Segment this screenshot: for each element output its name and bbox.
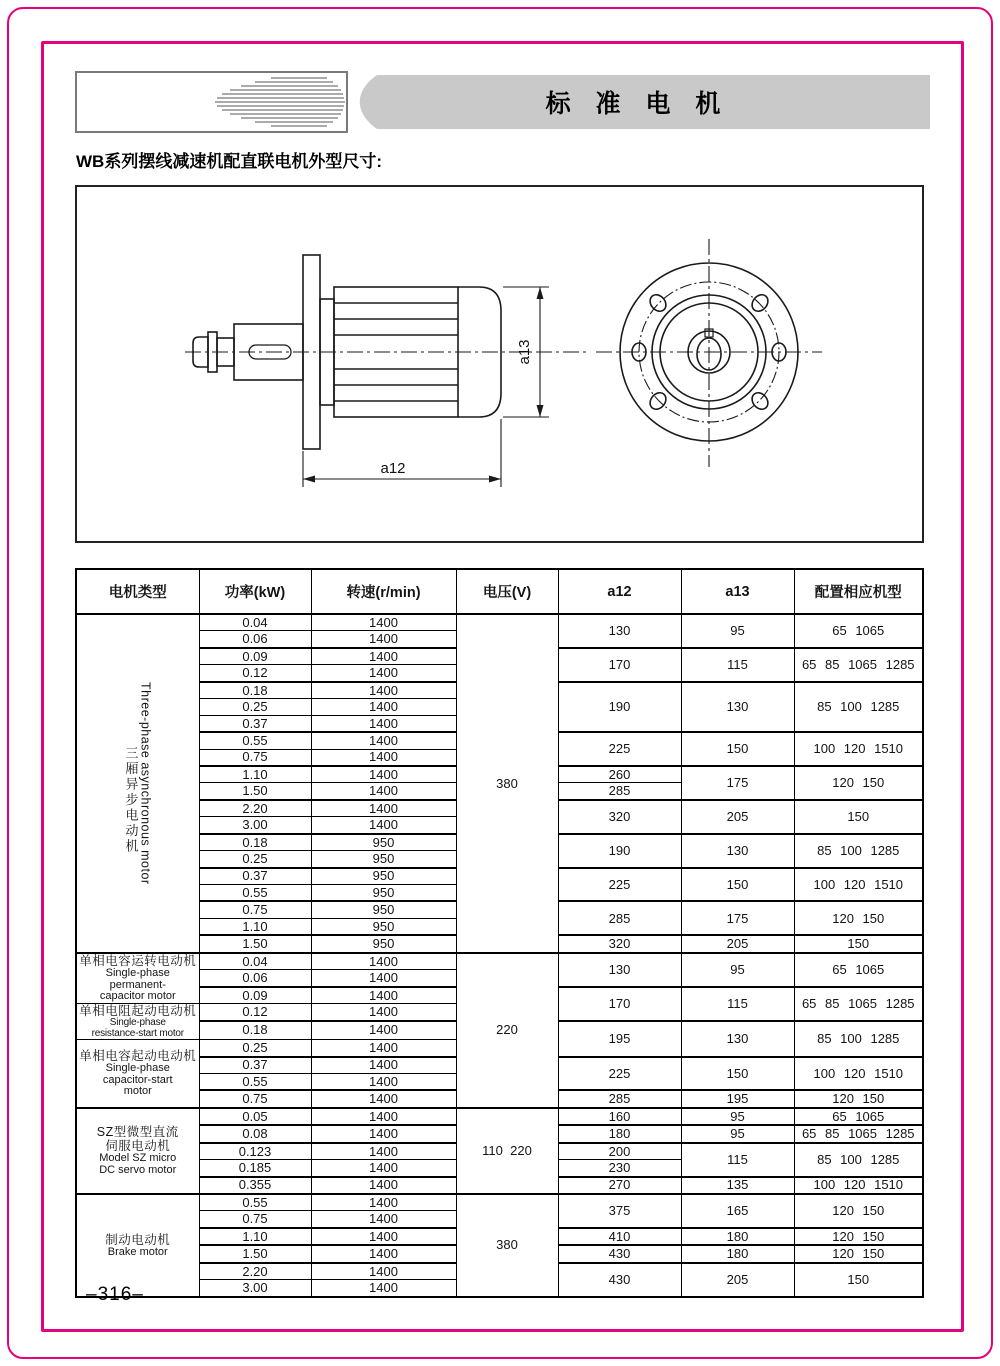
- motor-type-en: resistance-start motor: [91, 1027, 184, 1039]
- a13-cell: 180: [681, 1228, 794, 1245]
- power-cell: 3.00: [199, 1280, 311, 1297]
- motor-type-cjk: 制动电动机: [105, 1232, 171, 1247]
- speed-cell: 1400: [311, 1073, 456, 1090]
- speed-cell: 1400: [311, 614, 456, 631]
- a12-cell: 285: [558, 1090, 681, 1107]
- models-cell: 85 100 1285: [794, 1143, 923, 1177]
- speed-cell: 1400: [311, 1057, 456, 1074]
- a13-cell: 150: [681, 732, 794, 766]
- motor-drawing: [77, 187, 922, 541]
- table-row: [76, 614, 923, 631]
- power-cell: 0.55: [199, 885, 311, 902]
- power-cell: 0.75: [199, 901, 311, 918]
- a12-cell: 195: [558, 1021, 681, 1057]
- voltage-cell: 220: [456, 953, 558, 1108]
- a12-cell: 170: [558, 987, 681, 1021]
- power-cell: 1.10: [199, 1228, 311, 1245]
- a12-cell: 180: [558, 1125, 681, 1142]
- power-cell: 0.55: [199, 1194, 311, 1211]
- power-cell: 0.75: [199, 749, 311, 766]
- models-cell: 120 150: [794, 901, 923, 935]
- speed-cell: 1400: [311, 732, 456, 749]
- a13-cell: 205: [681, 800, 794, 834]
- speed-cell: 1400: [311, 1245, 456, 1262]
- a12-cell: 225: [558, 868, 681, 902]
- a13-cell: 175: [681, 901, 794, 935]
- a13-cell: 180: [681, 1245, 794, 1262]
- models-cell: 120 150: [794, 1245, 923, 1262]
- motor-type-cell: [76, 614, 199, 953]
- speed-cell: 1400: [311, 648, 456, 665]
- models-cell: 120 150: [794, 1228, 923, 1245]
- power-cell: 0.18: [199, 682, 311, 699]
- power-cell: 0.12: [199, 1004, 311, 1021]
- power-cell: 1.50: [199, 935, 311, 952]
- a13-cell: 205: [681, 935, 794, 952]
- models-cell: 100 120 1510: [794, 868, 923, 902]
- models-cell: 150: [794, 935, 923, 952]
- power-cell: 1.50: [199, 1245, 311, 1262]
- speed-cell: 1400: [311, 715, 456, 732]
- speed-cell: 1400: [311, 1263, 456, 1280]
- col-header: 电机类型: [76, 569, 199, 614]
- motor-type-en: Single-phase: [109, 1017, 166, 1029]
- models-cell: 65 1065: [794, 614, 923, 648]
- a13-cell: 165: [681, 1194, 794, 1228]
- speed-cell: 1400: [311, 1211, 456, 1228]
- power-cell: 0.185: [199, 1160, 311, 1177]
- col-header: 电压(V): [456, 569, 558, 614]
- col-header: 功率(kW): [199, 569, 311, 614]
- a12-cell: 130: [558, 614, 681, 648]
- speed-cell: 950: [311, 851, 456, 868]
- a13-cell: 95: [681, 953, 794, 987]
- speed-cell: 1400: [311, 1108, 456, 1125]
- motor-type-cjk: SZ型微型直流: [96, 1125, 179, 1140]
- power-cell: 0.08: [199, 1125, 311, 1142]
- a13-cell: 150: [681, 868, 794, 902]
- dimension-drawing-box: [75, 185, 924, 543]
- speed-cell: 1400: [311, 1004, 456, 1021]
- speed-cell: 1400: [311, 1177, 456, 1194]
- models-cell: 65 85 1065 1285: [794, 1125, 923, 1142]
- a12-cell: 225: [558, 1057, 681, 1091]
- motor-type-en: capacitor-start: [102, 1073, 173, 1086]
- motor-type-en: motor: [123, 1085, 152, 1098]
- voltage-cell: 380: [456, 614, 558, 953]
- a12-cell: 260: [558, 766, 681, 783]
- a13-cell: 115: [681, 648, 794, 682]
- speed-cell: 950: [311, 901, 456, 918]
- a12-cell: 285: [558, 783, 681, 800]
- speed-cell: 1400: [311, 699, 456, 715]
- speed-cell: 1400: [311, 1090, 456, 1107]
- motor-type-cell: [76, 1194, 199, 1297]
- speed-cell: 1400: [311, 631, 456, 648]
- power-cell: 0.75: [199, 1090, 311, 1107]
- power-cell: 0.25: [199, 699, 311, 715]
- power-cell: 0.04: [199, 614, 311, 631]
- speed-cell: 1400: [311, 665, 456, 682]
- motor-type-en: Single-phase: [105, 967, 170, 980]
- power-cell: 1.10: [199, 766, 311, 783]
- motor-type-en: Three-phase asynchronous motor: [138, 682, 153, 885]
- a12-cell: 160: [558, 1108, 681, 1125]
- power-cell: 0.55: [199, 732, 311, 749]
- col-header: 转速(r/min): [311, 569, 456, 614]
- models-cell: 150: [794, 1263, 923, 1297]
- power-cell: 0.25: [199, 1040, 311, 1057]
- models-cell: 65 1065: [794, 1108, 923, 1125]
- a13-cell: 130: [681, 682, 794, 732]
- col-header: 配置相应机型: [794, 569, 923, 614]
- speed-cell: 950: [311, 868, 456, 885]
- speed-cell: 1400: [311, 1125, 456, 1142]
- a13-cell: 175: [681, 766, 794, 800]
- col-header: a13: [681, 569, 794, 614]
- power-cell: 3.00: [199, 817, 311, 834]
- power-cell: 0.37: [199, 1057, 311, 1074]
- voltage-cell: 110 220: [456, 1108, 558, 1194]
- a12-cell: 200: [558, 1143, 681, 1160]
- dim-a13-label: a13: [516, 339, 533, 365]
- models-cell: 85 100 1285: [794, 834, 923, 868]
- a13-cell: 130: [681, 1021, 794, 1057]
- col-header: a12: [558, 569, 681, 614]
- a12-cell: 320: [558, 935, 681, 952]
- speed-cell: 1400: [311, 1228, 456, 1245]
- a13-cell: 95: [681, 1125, 794, 1142]
- power-cell: 0.09: [199, 648, 311, 665]
- a13-cell: 195: [681, 1090, 794, 1107]
- a12-cell: 225: [558, 732, 681, 766]
- page-number: –316–: [86, 1284, 144, 1305]
- a12-cell: 230: [558, 1160, 681, 1177]
- speed-cell: 1400: [311, 1160, 456, 1177]
- motor-side-view: [185, 255, 587, 487]
- a12-cell: 375: [558, 1194, 681, 1228]
- speed-cell: 1400: [311, 817, 456, 834]
- a13-cell: 95: [681, 1108, 794, 1125]
- power-cell: 1.50: [199, 783, 311, 800]
- a12-cell: 410: [558, 1228, 681, 1245]
- motor-type-en: Single-phase: [105, 1062, 170, 1075]
- speed-cell: 1400: [311, 953, 456, 970]
- power-cell: 0.123: [199, 1143, 311, 1160]
- motor-type-cjk: 单相电容运转电动机: [79, 954, 197, 969]
- power-cell: 0.04: [199, 953, 311, 970]
- a12-cell: 430: [558, 1245, 681, 1262]
- motor-type-cell: [76, 953, 199, 1004]
- a12-cell: 130: [558, 953, 681, 987]
- power-cell: 0.12: [199, 665, 311, 682]
- speed-cell: 1400: [311, 766, 456, 783]
- table-row: [76, 1108, 923, 1125]
- a13-cell: 115: [681, 987, 794, 1021]
- power-cell: 0.06: [199, 970, 311, 987]
- table-header-row: [76, 569, 923, 614]
- speed-cell: 1400: [311, 1143, 456, 1160]
- speed-cell: 1400: [311, 749, 456, 766]
- motor-type-en: capacitor motor: [99, 990, 176, 1003]
- a12-cell: 320: [558, 800, 681, 834]
- models-cell: 65 1065: [794, 953, 923, 987]
- models-cell: 100 120 1510: [794, 732, 923, 766]
- speed-cell: 1400: [311, 970, 456, 987]
- motor-type-vertical: [77, 615, 199, 952]
- a12-cell: 430: [558, 1263, 681, 1297]
- power-cell: 0.55: [199, 1073, 311, 1090]
- motor-type-cell: [76, 1004, 199, 1040]
- motor-type-en: permanent-: [109, 978, 166, 991]
- a13-cell: 130: [681, 834, 794, 868]
- models-cell: 150: [794, 800, 923, 834]
- page-title: 标 准 电 机: [545, 90, 730, 118]
- motor-type-en: Brake motor: [107, 1245, 168, 1258]
- power-cell: 0.09: [199, 987, 311, 1004]
- section-subtitle: WB系列摆线减速机配直联电机外型尺寸:: [76, 152, 382, 171]
- speed-cell: 1400: [311, 1040, 456, 1057]
- speed-cell: 950: [311, 885, 456, 902]
- speed-cell: 1400: [311, 987, 456, 1004]
- power-cell: 0.18: [199, 1021, 311, 1040]
- models-cell: 120 150: [794, 1090, 923, 1107]
- power-cell: 0.05: [199, 1108, 311, 1125]
- speed-cell: 1400: [311, 1021, 456, 1040]
- power-cell: 0.37: [199, 715, 311, 732]
- models-cell: 100 120 1510: [794, 1057, 923, 1091]
- a12-cell: 170: [558, 648, 681, 682]
- models-cell: 65 85 1065 1285: [794, 987, 923, 1021]
- table-row: [76, 953, 923, 970]
- voltage-cell: 380: [456, 1194, 558, 1297]
- motor-type-en: DC servo motor: [99, 1163, 177, 1176]
- motor-type-cjk: 单相电阻起动电动机: [79, 1004, 197, 1019]
- a13-cell: 150: [681, 1057, 794, 1091]
- motor-type-cjk: 伺服电动机: [105, 1139, 171, 1154]
- power-cell: 0.355: [199, 1177, 311, 1194]
- a13-cell: 205: [681, 1263, 794, 1297]
- a12-cell: 285: [558, 901, 681, 935]
- power-cell: 2.20: [199, 800, 311, 817]
- a12-cell: 190: [558, 682, 681, 732]
- a13-cell: 95: [681, 614, 794, 648]
- power-cell: 0.18: [199, 834, 311, 851]
- models-cell: 65 85 1065 1285: [794, 648, 923, 682]
- spec-table: [75, 568, 924, 1298]
- speed-cell: 1400: [311, 1194, 456, 1211]
- speed-cell: 1400: [311, 1280, 456, 1297]
- models-cell: 120 150: [794, 766, 923, 800]
- speed-cell: 950: [311, 918, 456, 935]
- speed-cell: 950: [311, 834, 456, 851]
- motor-type-en: Model SZ micro: [99, 1152, 177, 1165]
- models-cell: 85 100 1285: [794, 682, 923, 732]
- power-cell: 1.10: [199, 918, 311, 935]
- dim-a12-label: a12: [380, 460, 406, 477]
- a13-cell: 135: [681, 1177, 794, 1194]
- a12-cell: 190: [558, 834, 681, 868]
- power-cell: 2.20: [199, 1263, 311, 1280]
- table-row: [76, 1194, 923, 1211]
- motor-type-cell: [76, 1108, 199, 1194]
- motor-type-cjk: 单相电容起动电动机: [79, 1049, 197, 1064]
- power-cell: 0.37: [199, 868, 311, 885]
- motor-type-cell: [76, 1040, 199, 1108]
- power-cell: 0.06: [199, 631, 311, 648]
- a12-cell: 270: [558, 1177, 681, 1194]
- models-cell: 100 120 1510: [794, 1177, 923, 1194]
- speed-cell: 1400: [311, 783, 456, 800]
- motor-front-view: [596, 239, 822, 467]
- speed-cell: 950: [311, 935, 456, 952]
- a13-cell: 115: [681, 1143, 794, 1177]
- speed-cell: 1400: [311, 682, 456, 699]
- speed-cell: 1400: [311, 800, 456, 817]
- models-cell: 120 150: [794, 1194, 923, 1228]
- motor-type-cjk: 三厢异步电动机: [123, 746, 139, 855]
- power-cell: 0.75: [199, 1211, 311, 1228]
- models-cell: 85 100 1285: [794, 1021, 923, 1057]
- power-cell: 0.25: [199, 851, 311, 868]
